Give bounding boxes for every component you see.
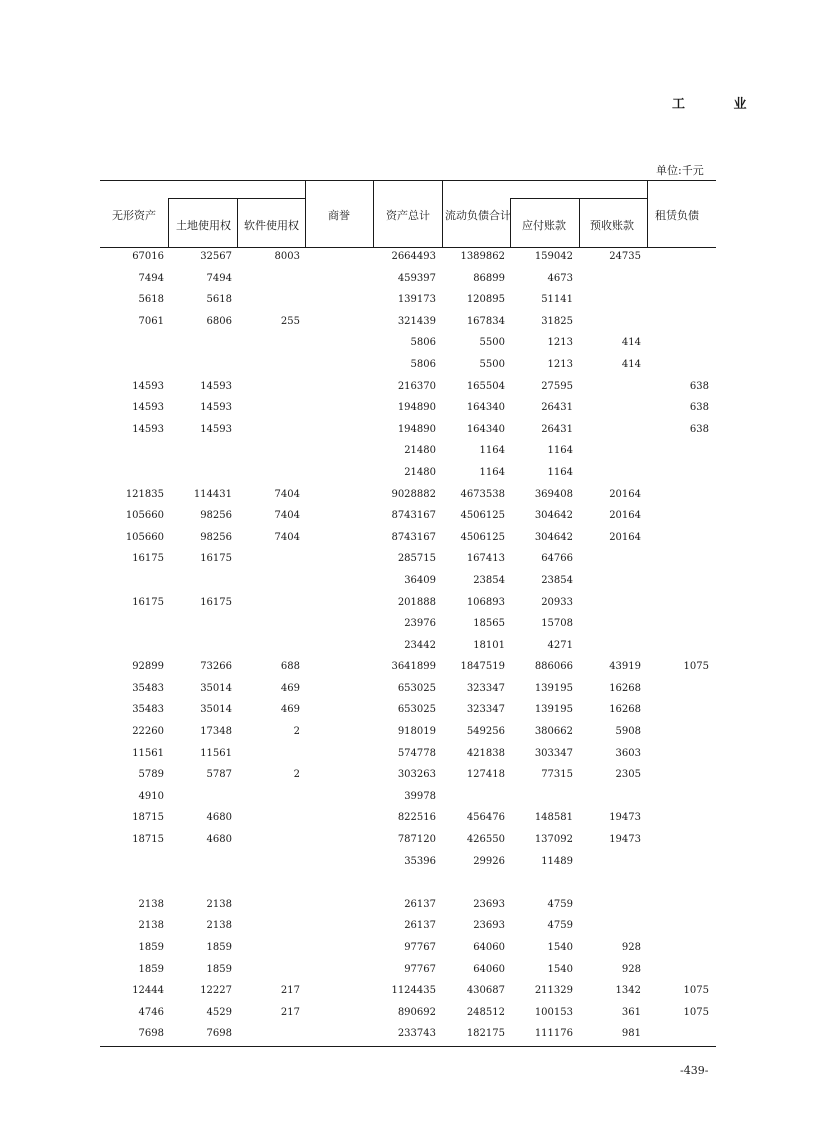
unit-label: 单位:千元 — [656, 164, 704, 177]
table-row — [100, 246, 716, 268]
section-title: 工 业 — [672, 97, 769, 112]
table-row — [100, 937, 716, 959]
cell-intangible: 2138 — [138, 920, 164, 932]
cell-accounts-payable: 369408 — [534, 488, 573, 500]
cell-intangible: 5789 — [138, 769, 164, 781]
cell-current-liabilities: 182175 — [466, 1028, 505, 1040]
table-row — [100, 915, 716, 937]
cell-accounts-payable: 51141 — [541, 294, 573, 306]
cell-accounts-payable: 4759 — [547, 920, 573, 932]
cell-accounts-payable: 77315 — [541, 769, 573, 781]
cell-lease-liabilities: 1075 — [683, 1006, 709, 1018]
table-row — [100, 635, 716, 657]
cell-land-use: 4529 — [206, 1006, 232, 1018]
cell-accounts-payable: 4673 — [547, 272, 573, 284]
cell-land-use: 11561 — [200, 747, 232, 759]
cell-total-assets: 1124435 — [391, 985, 436, 997]
cell-intangible: 7061 — [138, 315, 164, 327]
cell-total-assets: 574778 — [397, 747, 436, 759]
cell-total-assets: 303263 — [397, 769, 436, 781]
cell-accounts-payable: 4271 — [547, 639, 573, 651]
cell-accounts-payable: 31825 — [541, 315, 573, 327]
header-divider — [647, 181, 648, 247]
header-current-liabilities: 流动负债合计 — [445, 209, 511, 222]
cell-accounts-payable: 26431 — [541, 423, 573, 435]
cell-land-use: 98256 — [200, 510, 232, 522]
cell-accounts-payable: 1213 — [547, 358, 573, 370]
table-row — [100, 786, 716, 808]
cell-intangible: 18715 — [132, 834, 164, 846]
cell-intangible: 12444 — [132, 985, 164, 997]
cell-current-liabilities: 5500 — [479, 358, 505, 370]
cell-advance-receipts: 1342 — [615, 985, 641, 997]
cell-total-assets: 5806 — [410, 337, 436, 349]
cell-land-use: 1859 — [206, 942, 232, 953]
table-row — [100, 894, 716, 916]
table-row — [100, 656, 716, 678]
cell-intangible: 16175 — [132, 553, 164, 565]
cell-current-liabilities: 106893 — [466, 596, 505, 608]
cell-advance-receipts: 981 — [621, 1028, 641, 1040]
cell-current-liabilities: 64060 — [473, 942, 505, 953]
cell-software-use: 688 — [280, 661, 300, 673]
cell-accounts-payable: 148581 — [534, 812, 573, 824]
cell-total-assets: 36409 — [404, 574, 436, 586]
cell-total-assets: 194890 — [397, 423, 436, 435]
cell-intangible: 121835 — [125, 488, 164, 500]
cell-advance-receipts: 20164 — [609, 510, 641, 522]
cell-land-use: 14593 — [200, 423, 232, 435]
cell-total-assets: 35396 — [404, 855, 436, 867]
table-row — [100, 872, 716, 894]
cell-accounts-payable: 304642 — [534, 510, 573, 522]
header-software-use: 软件使用权 — [244, 219, 299, 232]
cell-total-assets: 285715 — [397, 553, 436, 565]
cell-land-use: 4680 — [206, 834, 232, 846]
cell-land-use: 14593 — [200, 402, 232, 414]
cell-advance-receipts: 414 — [621, 358, 641, 370]
cell-advance-receipts: 19473 — [609, 834, 641, 846]
table-row — [100, 743, 716, 765]
cell-advance-receipts: 20164 — [609, 488, 641, 500]
table-row — [100, 1002, 716, 1024]
cell-accounts-payable: 137092 — [534, 834, 573, 846]
cell-total-assets: 459397 — [397, 272, 436, 284]
table-row — [100, 484, 716, 506]
cell-intangible: 7698 — [138, 1028, 164, 1040]
cell-advance-receipts: 3603 — [615, 747, 641, 759]
cell-intangible: 4910 — [138, 790, 164, 802]
table-row — [100, 764, 716, 786]
table-row — [100, 354, 716, 376]
cell-software-use: 7404 — [274, 531, 300, 543]
cell-accounts-payable: 1540 — [547, 963, 573, 975]
cell-intangible: 14593 — [132, 402, 164, 414]
cell-total-assets: 21480 — [404, 466, 436, 478]
cell-intangible: 2138 — [138, 898, 164, 910]
cell-total-assets: 139173 — [397, 294, 436, 306]
cell-software-use: 469 — [280, 704, 300, 716]
table-row — [100, 505, 716, 527]
cell-total-assets: 3641899 — [391, 661, 436, 673]
table-row — [100, 332, 716, 354]
table-row — [100, 268, 716, 290]
table-row — [100, 1023, 716, 1045]
cell-current-liabilities: 164340 — [466, 423, 505, 435]
header-divider — [373, 181, 374, 247]
cell-accounts-payable: 4759 — [547, 898, 573, 910]
table-bottom-rule — [100, 1046, 716, 1047]
cell-current-liabilities: 18565 — [473, 618, 505, 630]
cell-accounts-payable: 23854 — [541, 574, 573, 586]
cell-intangible: 18715 — [132, 812, 164, 824]
cell-current-liabilities: 421838 — [466, 747, 505, 759]
cell-land-use: 16175 — [200, 553, 232, 565]
cell-software-use: 7404 — [274, 510, 300, 522]
cell-intangible: 35483 — [132, 704, 164, 716]
cell-current-liabilities: 323347 — [466, 682, 505, 694]
cell-current-liabilities: 1389862 — [460, 251, 505, 262]
cell-accounts-payable: 211329 — [534, 985, 573, 997]
cell-advance-receipts: 19473 — [609, 812, 641, 824]
cell-total-assets: 233743 — [397, 1028, 436, 1040]
page-number: -439- — [680, 1064, 709, 1077]
cell-land-use: 5618 — [206, 294, 232, 306]
cell-advance-receipts: 43919 — [609, 661, 641, 673]
table-row — [100, 807, 716, 829]
cell-intangible: 5618 — [138, 294, 164, 306]
cell-total-assets: 194890 — [397, 402, 436, 414]
cell-current-liabilities: 4506125 — [460, 510, 505, 522]
cell-accounts-payable: 26431 — [541, 402, 573, 414]
header-divider — [579, 198, 580, 247]
cell-land-use: 114431 — [193, 488, 232, 500]
cell-land-use: 98256 — [200, 531, 232, 543]
cell-software-use: 217 — [280, 1006, 300, 1018]
cell-total-assets: 653025 — [397, 704, 436, 716]
table-row — [100, 311, 716, 333]
table-row — [100, 613, 716, 635]
cell-intangible: 16175 — [132, 596, 164, 608]
cell-land-use: 5787 — [206, 769, 232, 781]
cell-land-use: 12227 — [200, 985, 232, 997]
cell-advance-receipts: 361 — [621, 1006, 641, 1018]
cell-current-liabilities: 120895 — [466, 294, 505, 306]
table-row — [100, 397, 716, 419]
cell-total-assets: 918019 — [397, 726, 436, 738]
table-row — [100, 678, 716, 700]
cell-total-assets: 5806 — [410, 358, 436, 370]
cell-intangible: 105660 — [125, 531, 164, 543]
table-row — [100, 527, 716, 549]
header-total-assets: 资产总计 — [386, 209, 430, 222]
cell-accounts-payable: 27595 — [541, 380, 573, 392]
cell-total-assets: 23976 — [404, 618, 436, 630]
header-divider — [237, 198, 238, 247]
cell-land-use: 7698 — [206, 1028, 232, 1040]
cell-land-use: 17348 — [200, 726, 232, 738]
cell-current-liabilities: 29926 — [473, 855, 505, 867]
cell-total-assets: 26137 — [404, 898, 436, 910]
table-row — [100, 959, 716, 981]
cell-software-use: 8003 — [274, 251, 300, 262]
cell-current-liabilities: 164340 — [466, 402, 505, 414]
cell-land-use: 2138 — [206, 898, 232, 910]
cell-total-assets: 21480 — [404, 445, 436, 457]
cell-accounts-payable: 111176 — [534, 1028, 573, 1040]
header-goodwill: 商誉 — [328, 209, 350, 222]
cell-total-assets: 8743167 — [391, 531, 436, 543]
cell-lease-liabilities: 1075 — [683, 661, 709, 673]
cell-accounts-payable: 304642 — [534, 531, 573, 543]
cell-accounts-payable: 303347 — [534, 747, 573, 759]
header-divider — [442, 181, 443, 247]
cell-current-liabilities: 1164 — [479, 445, 505, 457]
table-row — [100, 721, 716, 743]
cell-accounts-payable: 139195 — [534, 704, 573, 716]
cell-intangible: 11561 — [132, 747, 164, 759]
cell-lease-liabilities: 638 — [689, 402, 709, 414]
cell-intangible: 92899 — [132, 661, 164, 673]
cell-advance-receipts: 24735 — [609, 251, 641, 262]
cell-accounts-payable: 1540 — [547, 942, 573, 953]
cell-current-liabilities: 549256 — [466, 726, 505, 738]
cell-current-liabilities: 430687 — [466, 985, 505, 997]
cell-intangible: 1859 — [138, 942, 164, 953]
cell-land-use: 6806 — [206, 315, 232, 327]
table-row — [100, 548, 716, 570]
cell-lease-liabilities: 638 — [689, 423, 709, 435]
cell-accounts-payable: 139195 — [534, 682, 573, 694]
table-row — [100, 592, 716, 614]
table-row — [100, 376, 716, 398]
cell-current-liabilities: 23854 — [473, 574, 505, 586]
cell-accounts-payable: 159042 — [534, 251, 573, 262]
cell-total-assets: 216370 — [397, 380, 436, 392]
cell-intangible: 14593 — [132, 423, 164, 435]
cell-total-assets: 26137 — [404, 920, 436, 932]
cell-accounts-payable: 100153 — [534, 1006, 573, 1018]
cell-current-liabilities: 127418 — [466, 769, 505, 781]
cell-current-liabilities: 23693 — [473, 920, 505, 932]
cell-total-assets: 8743167 — [391, 510, 436, 522]
cell-total-assets: 23442 — [404, 639, 436, 651]
cell-advance-receipts: 5908 — [615, 726, 641, 738]
header-advance-receipts: 预收账款 — [590, 219, 634, 232]
header-land-use: 土地使用权 — [176, 219, 231, 232]
cell-land-use: 35014 — [200, 682, 232, 694]
cell-current-liabilities: 323347 — [466, 704, 505, 716]
cell-total-assets: 787120 — [397, 834, 436, 846]
cell-accounts-payable: 1164 — [547, 445, 573, 457]
cell-accounts-payable: 15708 — [541, 618, 573, 630]
cell-lease-liabilities: 1075 — [683, 985, 709, 997]
table-row — [100, 419, 716, 441]
cell-lease-liabilities: 638 — [689, 380, 709, 392]
cell-advance-receipts: 928 — [621, 942, 641, 953]
cell-intangible: 35483 — [132, 682, 164, 694]
cell-accounts-payable: 20933 — [541, 596, 573, 608]
cell-intangible: 22260 — [132, 726, 164, 738]
cell-accounts-payable: 1213 — [547, 337, 573, 349]
cell-current-liabilities: 167413 — [466, 553, 505, 565]
cell-current-liabilities: 4506125 — [460, 531, 505, 543]
table-row — [100, 289, 716, 311]
cell-advance-receipts: 16268 — [609, 704, 641, 716]
cell-intangible: 1859 — [138, 963, 164, 975]
table-row — [100, 851, 716, 873]
cell-software-use: 2 — [293, 726, 300, 738]
cell-land-use: 4680 — [206, 812, 232, 824]
table-row — [100, 440, 716, 462]
header-divider — [305, 181, 306, 247]
cell-accounts-payable: 886066 — [534, 661, 573, 673]
cell-land-use: 35014 — [200, 704, 232, 716]
cell-current-liabilities: 426550 — [466, 834, 505, 846]
cell-advance-receipts: 20164 — [609, 531, 641, 543]
cell-current-liabilities: 4673538 — [460, 488, 505, 500]
cell-accounts-payable: 64766 — [541, 553, 573, 565]
table-body — [100, 246, 716, 1045]
cell-total-assets: 653025 — [397, 682, 436, 694]
cell-land-use: 2138 — [206, 920, 232, 932]
cell-current-liabilities: 167834 — [466, 315, 505, 327]
cell-intangible: 4746 — [138, 1006, 164, 1018]
cell-intangible: 14593 — [132, 380, 164, 392]
cell-total-assets: 2664493 — [391, 251, 436, 262]
cell-total-assets: 890692 — [397, 1006, 436, 1018]
cell-total-assets: 822516 — [397, 812, 436, 824]
cell-advance-receipts: 414 — [621, 337, 641, 349]
cell-total-assets: 39978 — [404, 790, 436, 802]
cell-land-use: 14593 — [200, 380, 232, 392]
cell-accounts-payable: 11489 — [541, 855, 573, 867]
table-row — [100, 699, 716, 721]
cell-intangible: 105660 — [125, 510, 164, 522]
cell-software-use: 7404 — [274, 488, 300, 500]
cell-current-liabilities: 86899 — [473, 272, 505, 284]
cell-total-assets: 321439 — [397, 315, 436, 327]
cell-current-liabilities: 1847519 — [460, 661, 505, 673]
cell-current-liabilities: 5500 — [479, 337, 505, 349]
table-header — [100, 180, 716, 248]
table-row — [100, 462, 716, 484]
cell-land-use: 32567 — [200, 251, 232, 262]
cell-total-assets: 9028882 — [391, 488, 436, 500]
cell-land-use: 16175 — [200, 596, 232, 608]
cell-current-liabilities: 18101 — [473, 639, 505, 651]
table-row — [100, 829, 716, 851]
cell-current-liabilities: 64060 — [473, 963, 505, 975]
cell-accounts-payable: 380662 — [534, 726, 573, 738]
cell-intangible: 67016 — [132, 251, 164, 262]
cell-current-liabilities: 248512 — [466, 1006, 505, 1018]
cell-land-use: 1859 — [206, 963, 232, 975]
cell-land-use: 7494 — [206, 272, 232, 284]
cell-advance-receipts: 928 — [621, 963, 641, 975]
cell-total-assets: 97767 — [404, 963, 436, 975]
cell-software-use: 255 — [280, 315, 300, 327]
cell-intangible: 7494 — [138, 272, 164, 284]
cell-current-liabilities: 1164 — [479, 466, 505, 478]
cell-software-use: 469 — [280, 682, 300, 694]
table-row — [100, 570, 716, 592]
cell-software-use: 2 — [293, 769, 300, 781]
cell-current-liabilities: 23693 — [473, 898, 505, 910]
cell-total-assets: 201888 — [397, 596, 436, 608]
cell-advance-receipts: 16268 — [609, 682, 641, 694]
header-intangible: 无形资产 — [112, 209, 156, 222]
header-divider — [168, 198, 169, 247]
header-accounts-payable: 应付账款 — [522, 219, 566, 232]
cell-advance-receipts: 2305 — [615, 769, 641, 781]
header-lease-liabilities: 租赁负债 — [655, 209, 699, 222]
cell-accounts-payable: 1164 — [547, 466, 573, 478]
table-row — [100, 980, 716, 1002]
cell-land-use: 73266 — [200, 661, 232, 673]
cell-current-liabilities: 165504 — [466, 380, 505, 392]
cell-current-liabilities: 456476 — [466, 812, 505, 824]
cell-software-use: 217 — [280, 985, 300, 997]
cell-total-assets: 97767 — [404, 942, 436, 953]
